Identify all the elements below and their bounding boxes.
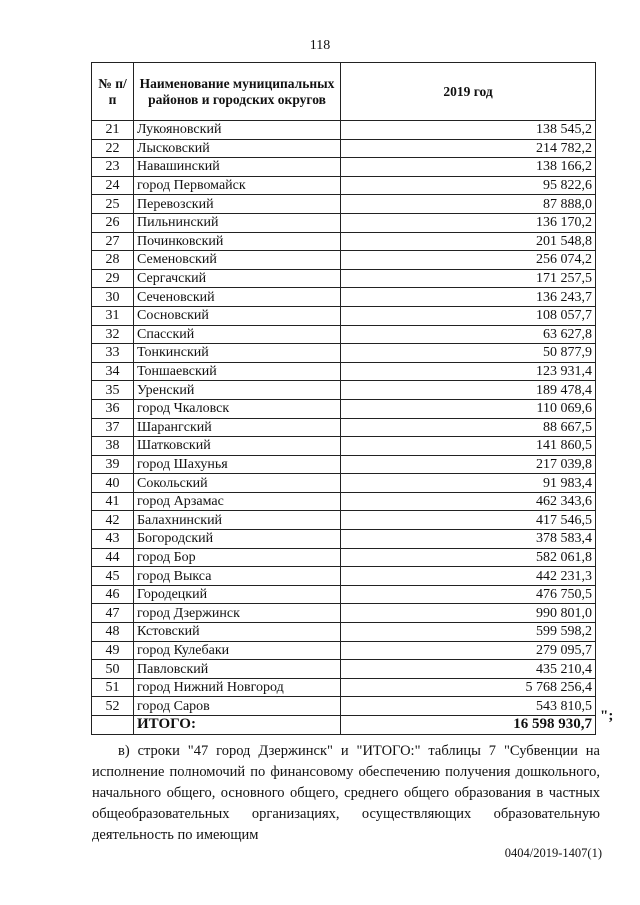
row-value: 136 170,2 <box>341 213 596 232</box>
row-name: Сокольский <box>134 474 341 493</box>
header-number: № п/п <box>92 63 134 121</box>
row-value: 171 257,5 <box>341 269 596 288</box>
row-name: Сергачский <box>134 269 341 288</box>
row-value: 217 039,8 <box>341 455 596 474</box>
table-row <box>92 548 596 567</box>
row-number: 47 <box>92 604 134 623</box>
table-row <box>92 344 596 363</box>
row-name: город Кулебаки <box>134 641 341 660</box>
table-row <box>92 381 596 400</box>
row-number: 41 <box>92 492 134 511</box>
row-number: 36 <box>92 399 134 418</box>
subventions-table <box>91 62 596 735</box>
row-number: 31 <box>92 306 134 325</box>
row-number: 34 <box>92 362 134 381</box>
row-name: Шарангский <box>134 418 341 437</box>
document-code: 0404/2019-1407(1) <box>504 846 602 860</box>
row-name: город Выкса <box>134 567 341 586</box>
row-value: 138 166,2 <box>341 158 596 177</box>
table-row <box>92 623 596 642</box>
row-value: 256 074,2 <box>341 251 596 270</box>
row-number: 28 <box>92 251 134 270</box>
row-value: 87 888,0 <box>341 195 596 214</box>
table-header-row <box>92 63 596 121</box>
row-name: Лукояновский <box>134 121 341 140</box>
table-row <box>92 604 596 623</box>
total-value: 16 598 930,7 <box>341 716 596 735</box>
row-value: 543 810,5 <box>341 697 596 716</box>
row-name: город Чкаловск <box>134 399 341 418</box>
row-name: город Шахунья <box>134 455 341 474</box>
row-value: 201 548,8 <box>341 232 596 251</box>
row-value: 417 546,5 <box>341 511 596 530</box>
row-number: 24 <box>92 176 134 195</box>
table-row <box>92 269 596 288</box>
row-value: 462 343,6 <box>341 492 596 511</box>
row-name: Сеченовский <box>134 288 341 307</box>
row-value: 91 983,4 <box>341 474 596 493</box>
row-number: 48 <box>92 623 134 642</box>
row-name: Богородский <box>134 530 341 549</box>
row-number: 43 <box>92 530 134 549</box>
row-number: 26 <box>92 213 134 232</box>
table-row <box>92 641 596 660</box>
table-row <box>92 399 596 418</box>
table-row <box>92 418 596 437</box>
row-number: 38 <box>92 437 134 456</box>
table-row <box>92 697 596 716</box>
row-number: 33 <box>92 344 134 363</box>
row-name: Уренский <box>134 381 341 400</box>
row-name: Спасский <box>134 325 341 344</box>
row-value: 95 822,6 <box>341 176 596 195</box>
row-name: Шатковский <box>134 437 341 456</box>
row-number: 46 <box>92 585 134 604</box>
table-row <box>92 232 596 251</box>
table-row <box>92 195 596 214</box>
row-value: 435 210,4 <box>341 660 596 679</box>
table-row <box>92 213 596 232</box>
total-row <box>92 716 596 735</box>
row-number: 42 <box>92 511 134 530</box>
table-row <box>92 530 596 549</box>
table-row <box>92 251 596 270</box>
row-name: Городецкий <box>134 585 341 604</box>
row-name: город Арзамас <box>134 492 341 511</box>
row-number: 32 <box>92 325 134 344</box>
row-name: Пильнинский <box>134 213 341 232</box>
row-value: 990 801,0 <box>341 604 596 623</box>
row-value: 599 598,2 <box>341 623 596 642</box>
total-number-cell <box>92 716 134 735</box>
row-name: город Первомайск <box>134 176 341 195</box>
table-row <box>92 325 596 344</box>
row-value: 442 231,3 <box>341 567 596 586</box>
table-row <box>92 288 596 307</box>
row-name: Семеновский <box>134 251 341 270</box>
table-row <box>92 567 596 586</box>
row-value: 279 095,7 <box>341 641 596 660</box>
row-name: Кстовский <box>134 623 341 642</box>
row-number: 25 <box>92 195 134 214</box>
table-row <box>92 474 596 493</box>
row-name: Тонкинский <box>134 344 341 363</box>
row-value: 141 860,5 <box>341 437 596 456</box>
row-value: 476 750,5 <box>341 585 596 604</box>
row-number: 39 <box>92 455 134 474</box>
row-name: Перевозский <box>134 195 341 214</box>
page-number: 118 <box>309 38 331 53</box>
table-row <box>92 585 596 604</box>
row-value: 136 243,7 <box>341 288 596 307</box>
row-number: 35 <box>92 381 134 400</box>
row-name: Балахнинский <box>134 511 341 530</box>
row-number: 30 <box>92 288 134 307</box>
table-row <box>92 660 596 679</box>
row-name: Павловский <box>134 660 341 679</box>
row-number: 49 <box>92 641 134 660</box>
row-name: Лысковский <box>134 139 341 158</box>
row-number: 45 <box>92 567 134 586</box>
header-name: Наименование муниципальных районов и городских округов <box>134 63 341 121</box>
row-value: 63 627,8 <box>341 325 596 344</box>
row-name: Сосновский <box>134 306 341 325</box>
table-body <box>92 121 596 735</box>
table-row <box>92 306 596 325</box>
row-name: город Нижний Новгород <box>134 678 341 697</box>
table-row <box>92 437 596 456</box>
row-number: 52 <box>92 697 134 716</box>
row-name: Тоншаевский <box>134 362 341 381</box>
table-row <box>92 362 596 381</box>
row-name: город Дзержинск <box>134 604 341 623</box>
table-row <box>92 455 596 474</box>
amendment-text: в) строки "47 город Дзержинск" и "ИТОГО:" таблицы 7 "Субвенции на исполнение полномочий по финансовому обеспечению получения дошкольного, начального общего, основного общего, среднего общего образования в частных общеобразовательных организациях, осуществляющих образовательную деятельность по имеющим <box>92 743 600 843</box>
row-value: 50 877,9 <box>341 344 596 363</box>
row-number: 44 <box>92 548 134 567</box>
row-value: 138 545,2 <box>341 121 596 140</box>
header-year: 2019 год <box>341 63 596 121</box>
row-number: 29 <box>92 269 134 288</box>
table-row <box>92 158 596 177</box>
row-number: 27 <box>92 232 134 251</box>
row-value: 582 061,8 <box>341 548 596 567</box>
amendment-paragraph <box>92 741 600 846</box>
row-value: 214 782,2 <box>341 139 596 158</box>
row-name: Починковский <box>134 232 341 251</box>
row-number: 50 <box>92 660 134 679</box>
table-row <box>92 121 596 140</box>
row-number: 22 <box>92 139 134 158</box>
row-name: город Бор <box>134 548 341 567</box>
row-number: 23 <box>92 158 134 177</box>
total-label: ИТОГО: <box>134 716 341 735</box>
row-value: 108 057,7 <box>341 306 596 325</box>
row-number: 51 <box>92 678 134 697</box>
table-row <box>92 678 596 697</box>
row-value: 189 478,4 <box>341 381 596 400</box>
row-value: 5 768 256,4 <box>341 678 596 697</box>
row-name: город Саров <box>134 697 341 716</box>
row-value: 110 069,6 <box>341 399 596 418</box>
table-row <box>92 139 596 158</box>
row-value: 88 667,5 <box>341 418 596 437</box>
row-number: 21 <box>92 121 134 140</box>
closing-quote: "; <box>600 708 614 724</box>
table-row <box>92 176 596 195</box>
row-number: 40 <box>92 474 134 493</box>
table-row <box>92 511 596 530</box>
row-value: 378 583,4 <box>341 530 596 549</box>
row-number: 37 <box>92 418 134 437</box>
table-row <box>92 492 596 511</box>
row-name: Навашинский <box>134 158 341 177</box>
row-value: 123 931,4 <box>341 362 596 381</box>
